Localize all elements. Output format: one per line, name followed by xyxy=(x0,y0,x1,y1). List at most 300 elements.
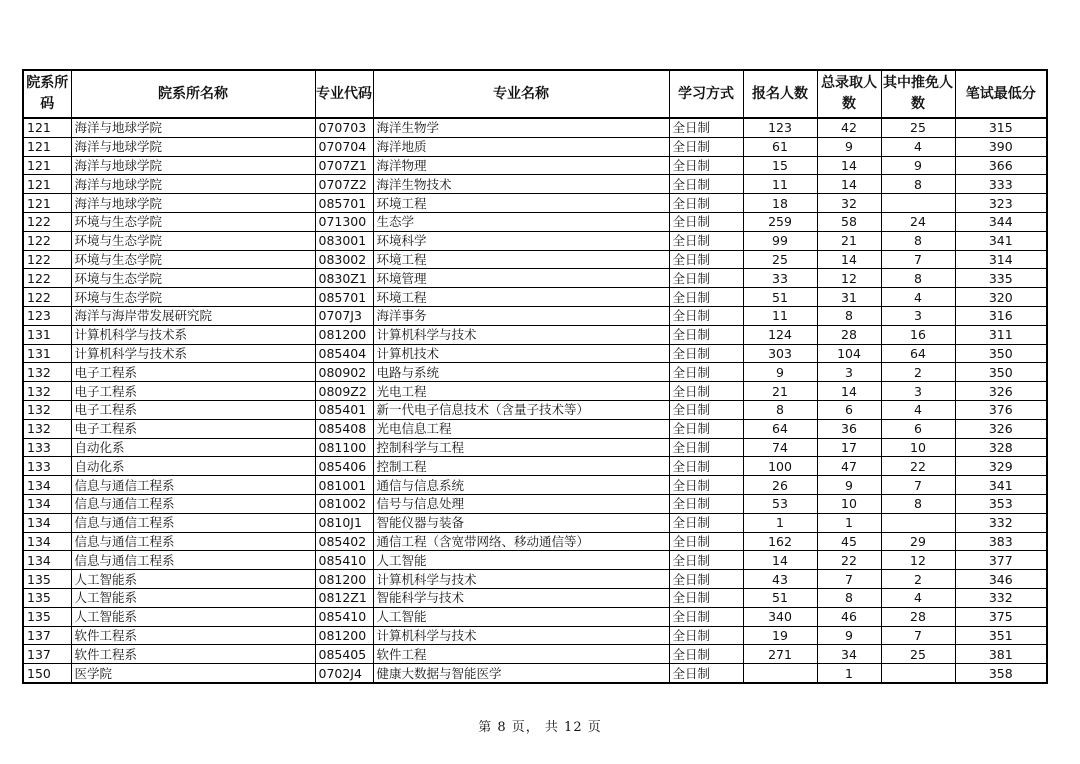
cell-admitted: 3 xyxy=(817,363,881,382)
cell-major-name: 电路与系统 xyxy=(373,363,669,382)
admissions-table xyxy=(22,69,1048,684)
table-row xyxy=(23,194,1047,213)
cell-dept-name: 电子工程系 xyxy=(71,382,315,401)
cell-min-score: 333 xyxy=(955,175,1047,194)
cell-dept-name: 海洋与地球学院 xyxy=(71,137,315,156)
cell-recommended: 8 xyxy=(881,231,955,250)
cell-major-name: 海洋事务 xyxy=(373,306,669,325)
cell-admitted: 1 xyxy=(817,664,881,683)
cell-min-score: 376 xyxy=(955,400,1047,419)
cell-major-name: 控制工程 xyxy=(373,457,669,476)
cell-study-mode: 全日制 xyxy=(669,551,743,570)
cell-dept-name: 信息与通信工程系 xyxy=(71,532,315,551)
cell-min-score: 358 xyxy=(955,664,1047,683)
cell-applicants: 11 xyxy=(743,306,817,325)
cell-min-score: 366 xyxy=(955,156,1047,175)
cell-dept-name: 软件工程系 xyxy=(71,626,315,645)
cell-study-mode: 全日制 xyxy=(669,175,743,194)
cell-recommended: 9 xyxy=(881,156,955,175)
header-recommended: 其中推免人数 xyxy=(881,70,955,118)
table-row xyxy=(23,626,1047,645)
cell-dept-code: 122 xyxy=(23,231,71,250)
cell-major-code: 0707Z1 xyxy=(315,156,373,175)
cell-major-name: 健康大数据与智能医学 xyxy=(373,664,669,683)
table-row xyxy=(23,382,1047,401)
cell-study-mode: 全日制 xyxy=(669,382,743,401)
cell-study-mode: 全日制 xyxy=(669,457,743,476)
cell-recommended: 7 xyxy=(881,250,955,269)
header-dept-name: 院系所名称 xyxy=(71,70,315,118)
table-row xyxy=(23,118,1047,137)
cell-admitted: 22 xyxy=(817,551,881,570)
cell-dept-code: 132 xyxy=(23,400,71,419)
cell-study-mode: 全日制 xyxy=(669,118,743,137)
cell-dept-code: 133 xyxy=(23,438,71,457)
cell-recommended: 25 xyxy=(881,645,955,664)
cell-major-name: 海洋生物技术 xyxy=(373,175,669,194)
cell-major-name: 人工智能 xyxy=(373,607,669,626)
cell-dept-name: 海洋与地球学院 xyxy=(71,194,315,213)
cell-dept-code: 132 xyxy=(23,419,71,438)
cell-major-code: 080902 xyxy=(315,363,373,382)
cell-major-code: 085406 xyxy=(315,457,373,476)
cell-admitted: 32 xyxy=(817,194,881,213)
cell-applicants: 8 xyxy=(743,400,817,419)
cell-study-mode: 全日制 xyxy=(669,231,743,250)
cell-major-code: 0707J3 xyxy=(315,306,373,325)
cell-admitted: 21 xyxy=(817,231,881,250)
cell-dept-code: 134 xyxy=(23,551,71,570)
cell-min-score: 344 xyxy=(955,212,1047,231)
cell-study-mode: 全日制 xyxy=(669,137,743,156)
cell-admitted: 28 xyxy=(817,325,881,344)
cell-recommended: 24 xyxy=(881,212,955,231)
cell-recommended: 28 xyxy=(881,607,955,626)
cell-min-score: 381 xyxy=(955,645,1047,664)
table-row xyxy=(23,457,1047,476)
cell-dept-code: 122 xyxy=(23,212,71,231)
cell-dept-code: 135 xyxy=(23,570,71,589)
cell-dept-code: 122 xyxy=(23,269,71,288)
table-row xyxy=(23,250,1047,269)
cell-major-name: 软件工程 xyxy=(373,645,669,664)
cell-min-score: 383 xyxy=(955,532,1047,551)
cell-dept-code: 134 xyxy=(23,532,71,551)
cell-min-score: 332 xyxy=(955,513,1047,532)
cell-major-code: 085408 xyxy=(315,419,373,438)
cell-study-mode: 全日制 xyxy=(669,194,743,213)
cell-major-code: 0809Z2 xyxy=(315,382,373,401)
cell-recommended: 12 xyxy=(881,551,955,570)
cell-applicants: 74 xyxy=(743,438,817,457)
cell-recommended: 64 xyxy=(881,344,955,363)
table-row xyxy=(23,607,1047,626)
table-row xyxy=(23,156,1047,175)
table-row xyxy=(23,419,1047,438)
table-row xyxy=(23,212,1047,231)
cell-study-mode: 全日制 xyxy=(669,494,743,513)
page-number: 第 8 页， 共 12 页 xyxy=(478,720,602,735)
header-row xyxy=(23,70,1047,118)
cell-major-name: 环境工程 xyxy=(373,288,669,307)
cell-dept-name: 环境与生态学院 xyxy=(71,250,315,269)
cell-recommended: 3 xyxy=(881,306,955,325)
cell-dept-name: 计算机科学与技术系 xyxy=(71,344,315,363)
cell-dept-name: 海洋与地球学院 xyxy=(71,118,315,137)
cell-dept-name: 环境与生态学院 xyxy=(71,269,315,288)
cell-recommended xyxy=(881,513,955,532)
cell-admitted: 12 xyxy=(817,269,881,288)
cell-min-score: 326 xyxy=(955,419,1047,438)
cell-min-score: 353 xyxy=(955,494,1047,513)
cell-major-code: 085405 xyxy=(315,645,373,664)
cell-recommended: 8 xyxy=(881,269,955,288)
cell-admitted: 36 xyxy=(817,419,881,438)
cell-recommended: 4 xyxy=(881,400,955,419)
cell-major-name: 通信与信息系统 xyxy=(373,476,669,495)
cell-applicants: 9 xyxy=(743,363,817,382)
cell-study-mode: 全日制 xyxy=(669,476,743,495)
cell-major-name: 计算机技术 xyxy=(373,344,669,363)
cell-dept-name: 海洋与海岸带发展研究院 xyxy=(71,306,315,325)
cell-admitted: 46 xyxy=(817,607,881,626)
cell-applicants: 18 xyxy=(743,194,817,213)
cell-major-code: 085701 xyxy=(315,288,373,307)
cell-dept-name: 人工智能系 xyxy=(71,607,315,626)
table-row xyxy=(23,400,1047,419)
cell-study-mode: 全日制 xyxy=(669,250,743,269)
cell-applicants: 123 xyxy=(743,118,817,137)
cell-recommended: 16 xyxy=(881,325,955,344)
cell-major-code: 081002 xyxy=(315,494,373,513)
cell-dept-name: 计算机科学与技术系 xyxy=(71,325,315,344)
cell-recommended: 6 xyxy=(881,419,955,438)
cell-min-score: 326 xyxy=(955,382,1047,401)
table-row xyxy=(23,438,1047,457)
cell-study-mode: 全日制 xyxy=(669,626,743,645)
table-row xyxy=(23,645,1047,664)
cell-dept-name: 信息与通信工程系 xyxy=(71,513,315,532)
cell-study-mode: 全日制 xyxy=(669,363,743,382)
cell-min-score: 315 xyxy=(955,118,1047,137)
cell-study-mode: 全日制 xyxy=(669,438,743,457)
table-row xyxy=(23,363,1047,382)
cell-study-mode: 全日制 xyxy=(669,306,743,325)
cell-dept-code: 134 xyxy=(23,476,71,495)
cell-major-code: 085410 xyxy=(315,607,373,626)
cell-applicants: 33 xyxy=(743,269,817,288)
table-row xyxy=(23,344,1047,363)
cell-dept-code: 134 xyxy=(23,494,71,513)
cell-applicants: 340 xyxy=(743,607,817,626)
cell-major-name: 环境工程 xyxy=(373,250,669,269)
cell-dept-name: 环境与生态学院 xyxy=(71,212,315,231)
cell-major-code: 085404 xyxy=(315,344,373,363)
cell-major-code: 085401 xyxy=(315,400,373,419)
header-admitted: 总录取人数 xyxy=(817,70,881,118)
cell-major-name: 计算机科学与技术 xyxy=(373,570,669,589)
cell-recommended: 8 xyxy=(881,494,955,513)
table-row xyxy=(23,532,1047,551)
cell-dept-code: 121 xyxy=(23,156,71,175)
cell-study-mode: 全日制 xyxy=(669,325,743,344)
cell-dept-name: 自动化系 xyxy=(71,457,315,476)
cell-recommended xyxy=(881,664,955,683)
cell-min-score: 323 xyxy=(955,194,1047,213)
cell-major-code: 083001 xyxy=(315,231,373,250)
cell-recommended: 4 xyxy=(881,588,955,607)
cell-min-score: 328 xyxy=(955,438,1047,457)
cell-admitted: 10 xyxy=(817,494,881,513)
cell-admitted: 58 xyxy=(817,212,881,231)
header-min-score: 笔试最低分 xyxy=(955,70,1047,118)
cell-study-mode: 全日制 xyxy=(669,532,743,551)
cell-dept-name: 电子工程系 xyxy=(71,419,315,438)
cell-recommended: 4 xyxy=(881,137,955,156)
table-body xyxy=(23,118,1047,683)
cell-dept-code: 121 xyxy=(23,118,71,137)
cell-dept-name: 信息与通信工程系 xyxy=(71,476,315,495)
cell-study-mode: 全日制 xyxy=(669,664,743,683)
table-row xyxy=(23,570,1047,589)
cell-admitted: 1 xyxy=(817,513,881,532)
cell-major-name: 控制科学与工程 xyxy=(373,438,669,457)
cell-dept-name: 环境与生态学院 xyxy=(71,231,315,250)
table-row xyxy=(23,269,1047,288)
cell-study-mode: 全日制 xyxy=(669,400,743,419)
cell-major-code: 081100 xyxy=(315,438,373,457)
cell-min-score: 311 xyxy=(955,325,1047,344)
cell-dept-name: 软件工程系 xyxy=(71,645,315,664)
cell-major-name: 信号与信息处理 xyxy=(373,494,669,513)
cell-major-code: 085402 xyxy=(315,532,373,551)
cell-min-score: 377 xyxy=(955,551,1047,570)
cell-major-name: 海洋生物学 xyxy=(373,118,669,137)
cell-applicants: 15 xyxy=(743,156,817,175)
cell-major-name: 海洋物理 xyxy=(373,156,669,175)
cell-dept-code: 135 xyxy=(23,607,71,626)
cell-recommended: 29 xyxy=(881,532,955,551)
cell-major-name: 计算机科学与技术 xyxy=(373,626,669,645)
cell-dept-code: 123 xyxy=(23,306,71,325)
table-row xyxy=(23,513,1047,532)
cell-major-code: 081200 xyxy=(315,325,373,344)
header-dept-code: 院系所码 xyxy=(23,70,71,118)
header-major-name: 专业名称 xyxy=(373,70,669,118)
cell-study-mode: 全日制 xyxy=(669,588,743,607)
cell-applicants: 100 xyxy=(743,457,817,476)
cell-dept-code: 134 xyxy=(23,513,71,532)
cell-major-code: 085701 xyxy=(315,194,373,213)
cell-recommended: 4 xyxy=(881,288,955,307)
cell-major-code: 081200 xyxy=(315,570,373,589)
cell-min-score: 390 xyxy=(955,137,1047,156)
cell-admitted: 42 xyxy=(817,118,881,137)
cell-major-code: 0812Z1 xyxy=(315,588,373,607)
cell-recommended: 3 xyxy=(881,382,955,401)
cell-major-name: 光电信息工程 xyxy=(373,419,669,438)
table-row xyxy=(23,664,1047,683)
cell-min-score: 351 xyxy=(955,626,1047,645)
cell-major-name: 环境管理 xyxy=(373,269,669,288)
cell-study-mode: 全日制 xyxy=(669,156,743,175)
cell-study-mode: 全日制 xyxy=(669,344,743,363)
cell-major-code: 070704 xyxy=(315,137,373,156)
cell-recommended: 10 xyxy=(881,438,955,457)
cell-applicants: 51 xyxy=(743,588,817,607)
cell-major-name: 生态学 xyxy=(373,212,669,231)
cell-admitted: 17 xyxy=(817,438,881,457)
cell-major-name: 新一代电子信息技术（含量子技术等） xyxy=(373,400,669,419)
cell-major-name: 智能仪器与装备 xyxy=(373,513,669,532)
cell-major-code: 0702J4 xyxy=(315,664,373,683)
header-major-code: 专业代码 xyxy=(315,70,373,118)
cell-study-mode: 全日制 xyxy=(669,645,743,664)
cell-recommended: 7 xyxy=(881,476,955,495)
cell-major-code: 0830Z1 xyxy=(315,269,373,288)
cell-admitted: 104 xyxy=(817,344,881,363)
cell-min-score: 332 xyxy=(955,588,1047,607)
cell-min-score: 341 xyxy=(955,476,1047,495)
cell-admitted: 14 xyxy=(817,382,881,401)
cell-admitted: 34 xyxy=(817,645,881,664)
cell-major-code: 0810J1 xyxy=(315,513,373,532)
cell-admitted: 45 xyxy=(817,532,881,551)
cell-min-score: 350 xyxy=(955,344,1047,363)
cell-dept-code: 122 xyxy=(23,250,71,269)
cell-recommended: 7 xyxy=(881,626,955,645)
table-row xyxy=(23,231,1047,250)
cell-min-score: 346 xyxy=(955,570,1047,589)
cell-major-name: 环境工程 xyxy=(373,194,669,213)
cell-dept-name: 自动化系 xyxy=(71,438,315,457)
cell-study-mode: 全日制 xyxy=(669,570,743,589)
cell-recommended xyxy=(881,194,955,213)
cell-applicants: 26 xyxy=(743,476,817,495)
cell-recommended: 8 xyxy=(881,175,955,194)
cell-admitted: 31 xyxy=(817,288,881,307)
table-row xyxy=(23,494,1047,513)
table-row xyxy=(23,325,1047,344)
cell-dept-name: 信息与通信工程系 xyxy=(71,494,315,513)
cell-dept-code: 132 xyxy=(23,363,71,382)
cell-dept-name: 信息与通信工程系 xyxy=(71,551,315,570)
cell-admitted: 47 xyxy=(817,457,881,476)
cell-applicants: 19 xyxy=(743,626,817,645)
cell-min-score: 335 xyxy=(955,269,1047,288)
cell-applicants: 259 xyxy=(743,212,817,231)
cell-applicants: 64 xyxy=(743,419,817,438)
cell-dept-code: 121 xyxy=(23,137,71,156)
cell-min-score: 314 xyxy=(955,250,1047,269)
table-row xyxy=(23,476,1047,495)
cell-applicants: 1 xyxy=(743,513,817,532)
header-study-mode: 学习方式 xyxy=(669,70,743,118)
cell-applicants: 25 xyxy=(743,250,817,269)
cell-applicants: 124 xyxy=(743,325,817,344)
cell-dept-name: 海洋与地球学院 xyxy=(71,175,315,194)
cell-admitted: 14 xyxy=(817,156,881,175)
cell-min-score: 316 xyxy=(955,306,1047,325)
cell-admitted: 8 xyxy=(817,588,881,607)
cell-study-mode: 全日制 xyxy=(669,419,743,438)
cell-admitted: 14 xyxy=(817,175,881,194)
cell-major-code: 081001 xyxy=(315,476,373,495)
cell-admitted: 9 xyxy=(817,626,881,645)
cell-major-name: 环境科学 xyxy=(373,231,669,250)
cell-dept-name: 人工智能系 xyxy=(71,588,315,607)
cell-recommended: 25 xyxy=(881,118,955,137)
cell-dept-name: 环境与生态学院 xyxy=(71,288,315,307)
table-row xyxy=(23,306,1047,325)
cell-applicants: 43 xyxy=(743,570,817,589)
cell-dept-code: 135 xyxy=(23,588,71,607)
table-row xyxy=(23,551,1047,570)
cell-major-code: 071300 xyxy=(315,212,373,231)
cell-applicants: 51 xyxy=(743,288,817,307)
cell-applicants: 21 xyxy=(743,382,817,401)
cell-dept-name: 海洋与地球学院 xyxy=(71,156,315,175)
cell-admitted: 9 xyxy=(817,476,881,495)
table-row xyxy=(23,288,1047,307)
cell-study-mode: 全日制 xyxy=(669,513,743,532)
header-applicants: 报名人数 xyxy=(743,70,817,118)
cell-min-score: 329 xyxy=(955,457,1047,476)
table-row xyxy=(23,588,1047,607)
cell-major-code: 070703 xyxy=(315,118,373,137)
cell-major-name: 人工智能 xyxy=(373,551,669,570)
cell-applicants: 61 xyxy=(743,137,817,156)
cell-major-code: 085410 xyxy=(315,551,373,570)
cell-admitted: 9 xyxy=(817,137,881,156)
cell-major-name: 智能科学与技术 xyxy=(373,588,669,607)
cell-study-mode: 全日制 xyxy=(669,212,743,231)
cell-applicants: 162 xyxy=(743,532,817,551)
cell-recommended: 2 xyxy=(881,363,955,382)
cell-applicants: 271 xyxy=(743,645,817,664)
cell-applicants: 303 xyxy=(743,344,817,363)
cell-min-score: 350 xyxy=(955,363,1047,382)
cell-dept-code: 133 xyxy=(23,457,71,476)
cell-recommended: 2 xyxy=(881,570,955,589)
cell-dept-code: 137 xyxy=(23,626,71,645)
cell-admitted: 6 xyxy=(817,400,881,419)
cell-major-name: 光电工程 xyxy=(373,382,669,401)
cell-major-name: 通信工程（含宽带网络、移动通信等） xyxy=(373,532,669,551)
cell-study-mode: 全日制 xyxy=(669,288,743,307)
cell-study-mode: 全日制 xyxy=(669,269,743,288)
cell-admitted: 8 xyxy=(817,306,881,325)
cell-dept-code: 137 xyxy=(23,645,71,664)
cell-admitted: 7 xyxy=(817,570,881,589)
cell-applicants: 99 xyxy=(743,231,817,250)
table-row xyxy=(23,137,1047,156)
cell-dept-code: 150 xyxy=(23,664,71,683)
cell-major-name: 海洋地质 xyxy=(373,137,669,156)
cell-major-name: 计算机科学与技术 xyxy=(373,325,669,344)
cell-min-score: 320 xyxy=(955,288,1047,307)
cell-dept-code: 132 xyxy=(23,382,71,401)
cell-dept-code: 121 xyxy=(23,175,71,194)
cell-dept-name: 电子工程系 xyxy=(71,363,315,382)
cell-min-score: 341 xyxy=(955,231,1047,250)
cell-major-code: 081200 xyxy=(315,626,373,645)
cell-study-mode: 全日制 xyxy=(669,607,743,626)
cell-dept-code: 131 xyxy=(23,344,71,363)
cell-dept-name: 电子工程系 xyxy=(71,400,315,419)
cell-applicants: 11 xyxy=(743,175,817,194)
cell-major-code: 083002 xyxy=(315,250,373,269)
